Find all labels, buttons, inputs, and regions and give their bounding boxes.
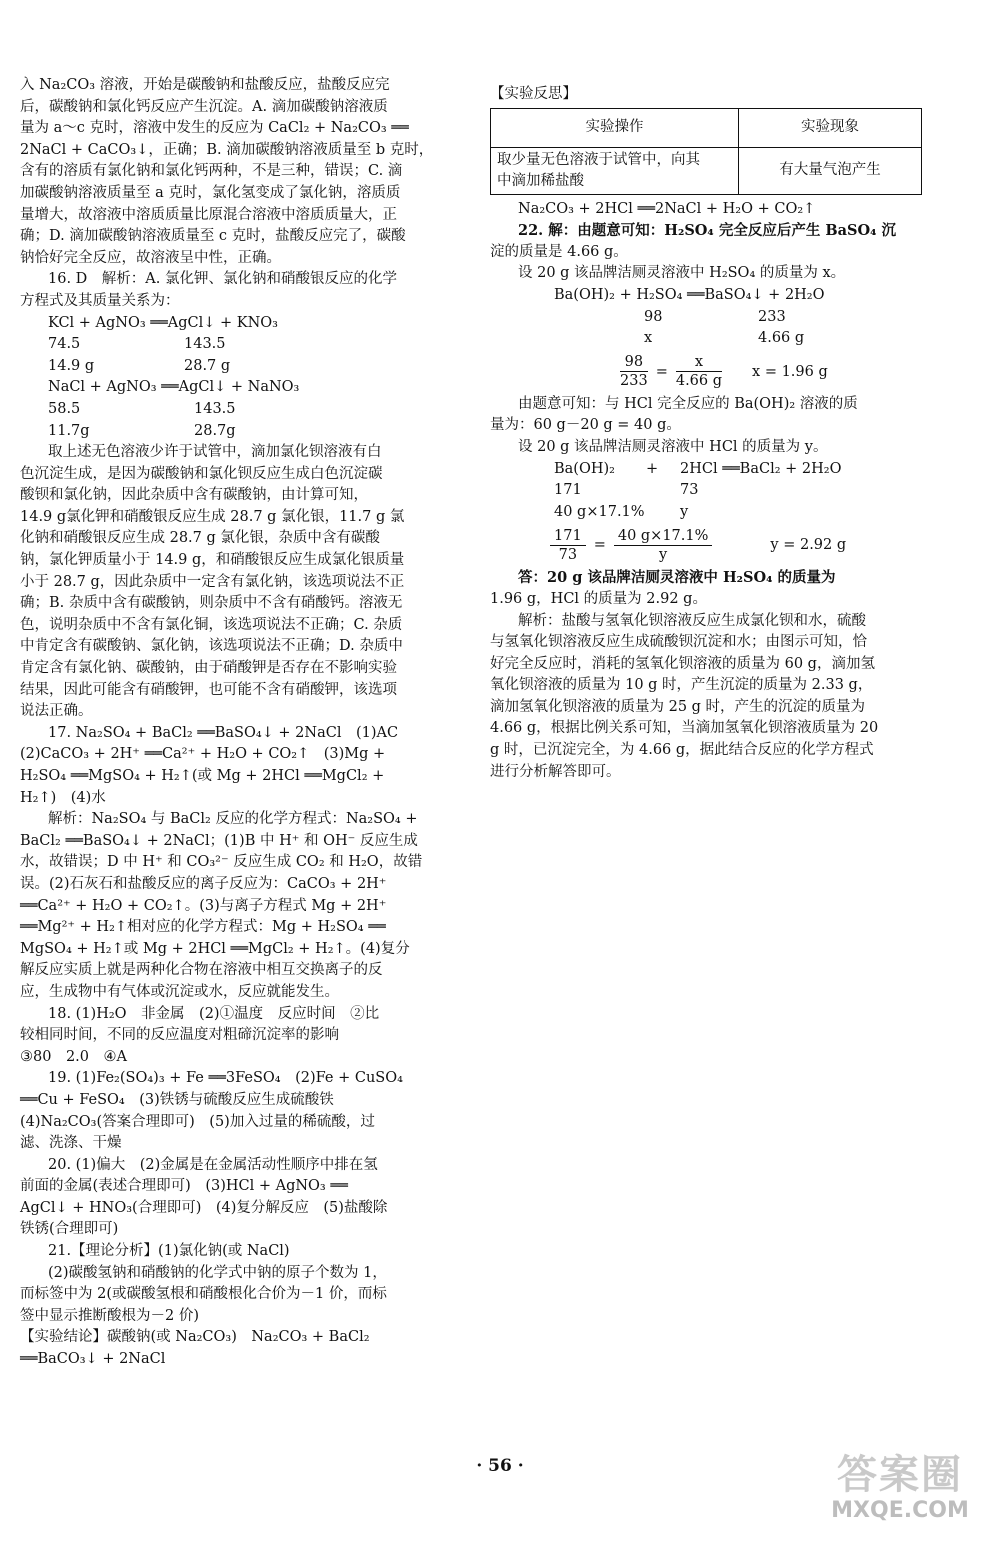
text-line: 说法正确。 (20, 703, 93, 720)
mass-row: 58.5 143.5 (48, 400, 236, 417)
q17-head: 17. Na₂SO₄ + BaCl₂ ══BaSO₄↓ + 2NaCl (1)AC (48, 724, 399, 741)
text-line: 1.96 g，HCl 的质量为 2.92 g。 (490, 590, 707, 607)
table-cell-operation: 取少量无色溶液于试管中，向其 中滴加稀盐酸 (491, 147, 739, 194)
equation: Ba(OH)₂ + H₂SO₄ ══BaSO₄↓ + 2H₂O (554, 286, 825, 303)
mass-row: 14.9 g 28.7 g (48, 357, 231, 374)
q22-head: 22. 解：由题意可知：H₂SO₄ 完全反应后产生 BaSO₄ 沉 (518, 222, 897, 240)
q15-continuation (20, 75, 458, 269)
mass-row: 74.5 143.5 (48, 336, 226, 353)
page-number: · 56 · (476, 1456, 524, 1476)
text-line: 【实验结论】碳酸钠(或 Na₂CO₃) Na₂CO₃ + BaCl₂ (20, 1329, 370, 1346)
text-line: 误。(2)石灰石和盐酸反应的离子反应为：CaCO₃ + 2H⁺ (20, 875, 387, 892)
experiment-table (490, 108, 922, 195)
equation: NaCl + AgNO₃ ══AgCl↓ + NaNO₃ (48, 379, 300, 396)
text-line: 酸钡和氯化钠，因此杂质中含有碳酸钠，由计算可知， (20, 487, 368, 504)
text-line: 解反应实质上就是两种化合物在溶液中相互交换离子的反 (20, 962, 383, 979)
text-line: 方程式及其质量关系为： (20, 292, 180, 309)
text-line: ══Mg²⁺ + H₂↑相对应的化学方程式：Mg + H₂SO₄ ══ (20, 919, 386, 936)
text-line: 14.9 g氯化钾和硝酸银反应生成 28.7 g 氯化银，11.7 g 氯 (20, 508, 405, 525)
text-line: 设 20 g 该品牌洁厕灵溶液中 H₂SO₄ 的质量为 x。 (518, 265, 846, 282)
text-line: 淀的质量是 4.66 g。 (490, 243, 628, 260)
equation: KCl + AgNO₃ ══AgCl↓ + KNO₃ (48, 314, 278, 331)
fraction: $\frac{40 g\times 17.1\%}{y}$ (614, 527, 713, 564)
text-line: 解析：Na₂SO₄ 与 BaCl₂ 反应的化学方程式：Na₂SO₄ + (48, 811, 418, 828)
text-line: ══Ca²⁺ + H₂O + CO₂↑。(3)与离子方程式 Mg + 2H⁺ (20, 897, 387, 914)
text-line: (2)CaCO₃ + 2H⁺ ══Ca²⁺ + H₂O + CO₂↑ (3)Mg + (20, 746, 386, 763)
text-line: (2)碳酸氢钠和硝酸钠的化学式中钠的原子个数为 1， (48, 1264, 387, 1281)
fraction: $\frac{x}{4.66 g}$ (675, 354, 723, 390)
q19-head: 19. (1)Fe₂(SO₄)₃ + Fe ══3FeSO₄ (2)Fe + CuSO₄ (48, 1070, 403, 1087)
text-line: 钠恰好完全反应，故溶液呈中性，正确。 (20, 249, 281, 266)
text-line: 后，碳酸钠和氯化钙反应产生沉淀。A. 滴加碳酸钠溶液质 (20, 98, 388, 115)
text-line: BaCl₂ ══BaSO₄↓ + 2NaCl；(1)B 中 H⁺ 和 OH⁻ 反应生成 (20, 832, 418, 849)
q18-head: 18. (1)H₂O 非金属 (2)①温度 反应时间 ②比 (48, 1005, 380, 1022)
watermark-url: MXQE.COM (831, 1498, 969, 1523)
answer-line: 答：20 g 该品牌洁厕灵溶液中 H₂SO₄ 的质量为 (518, 569, 836, 587)
text-line: 中肯定含有碳酸钠、氯化钠，该选项说法不正确；D. 杂质中 (20, 638, 403, 655)
text-line: 入 Na₂CO₃ 溶液，开始是碳酸钠和盐酸反应，盐酸反应完 (20, 77, 390, 93)
text-line: ══Cu + FeSO₄ (3)铁锈与硫酸反应生成硫酸铁 (20, 1091, 334, 1108)
text-line: 设 20 g 该品牌洁厕灵溶液中 HCl 的质量为 y。 (518, 438, 828, 455)
text-line: 由题意可知：与 HCl 完全反应的 Ba(OH)₂ 溶液的质 (518, 395, 858, 412)
text-line: 量为 a～c 克时，溶液中发生的反应为 CaCl₂ + Na₂CO₃ ══ (20, 120, 409, 137)
mass-row: 98 233 (644, 308, 786, 325)
text-line: 加碳酸钠溶液质量至 a 克时，氯化氢变成了氯化钠，溶质质 (20, 184, 401, 201)
q17-block (20, 723, 458, 1004)
result: x = 1.96 g (752, 363, 828, 380)
text-line: 进行分析解答即可。 (490, 763, 621, 780)
equation: Ba(OH)₂ + 2HCl ══BaCl₂ + 2H₂O (554, 460, 842, 477)
watermark-logo (820, 1452, 980, 1536)
text-line: 量增大，故溶液中溶质质量比原混合溶液中溶质质量大，正 (20, 206, 397, 223)
text-line: 色沉淀生成，是因为碳酸钠和氯化钡反应生成白色沉淀碳 (20, 465, 383, 482)
table-header: 实验操作 (491, 108, 739, 147)
text-line: 色，说明杂质中不含有氯化铜，该选项说法不正确；C. 杂质 (20, 616, 403, 633)
text-line: 好完全反应时，消耗的氢氧化钡溶液的质量为 60 g，滴加氢 (490, 655, 875, 672)
text-line: g 时，已沉淀完全，为 4.66 g，据此结合反应的化学方程式 (490, 742, 874, 759)
text-line: H₂SO₄ ══MgSO₄ + H₂↑(或 Mg + 2HCl ══MgCl₂ + (20, 768, 385, 784)
text-line: 铁锈(合理即可) (20, 1221, 119, 1238)
text-line: 小于 28.7 g，因此杂质中一定含有氯化钠，该选项说法不正 (20, 573, 405, 590)
text-line: 氧化钡溶液的质量为 10 g 时，产生沉淀的质量为 2.33 g， (490, 677, 873, 694)
q21-head: 21.【理论分析】(1)氯化钠(或 NaCl) (48, 1243, 290, 1260)
table-header-row (491, 108, 922, 147)
text-line: 确；B. 杂质中含有碳酸钠，则杂质中不含有硝酸钙。溶液无 (20, 595, 403, 612)
equation: Na₂CO₃ + 2HCl ══2NaCl + H₂O + CO₂↑ (518, 200, 816, 217)
q16-head: 16. D 解析：A. 氯化钾、氯化钠和硝酸银反应的化学 (48, 271, 397, 288)
text-line: 含有的溶质有氯化钠和氯化钙两种，不是三种，错误；C. 滴 (20, 163, 403, 180)
text-line: ══BaCO₃↓ + 2NaCl (20, 1351, 166, 1368)
text-line: 确；D. 滴加碳酸钠溶液质量至 c 克时，盐酸反应完了，碳酸 (20, 228, 406, 245)
text-line: 4.66 g，根据比例关系可知，当滴加氢氧化钡溶液质量为 20 (490, 720, 879, 737)
watermark-text: 答案圈 (837, 1452, 963, 1498)
text-line: H₂↑) (4)水 (20, 789, 106, 806)
left-column (20, 75, 458, 1371)
text-line: 量为：60 g－20 g = 40 g。 (490, 417, 681, 434)
analysis-head: 解析：盐酸与氢氧化钡溶液反应生成氯化钡和水，硫酸 (518, 612, 866, 629)
mass-row: x 4.66 g (644, 330, 805, 347)
text-line: 2NaCl + CaCO₃↓，正确；B. 滴加碳酸钠溶液质量至 b 克时， (20, 141, 434, 158)
mass-row: 11.7g 28.7g (48, 422, 236, 439)
text-line: AgCl↓ + HNO₃(合理即可) (4)复分解反应 (5)盐酸除 (20, 1199, 388, 1216)
right-column (490, 84, 930, 783)
text-line: 较相同时间，不同的反应温度对粗碲沉淀率的影响 (20, 1027, 339, 1044)
q20-block (20, 1155, 458, 1241)
text-line: MgSO₄ + H₂↑或 Mg + 2HCl ══MgCl₂ + H₂↑。(4)复分 (20, 940, 410, 957)
text-line: 而标签中为 2(或碳酸氢根和硝酸根化合价为－1 价，而标 (20, 1286, 387, 1303)
proportion-row: $\frac{98}{233}$ = $\frac{x}{4.66 g}$ x = 1.96 g (620, 354, 828, 390)
text-line: 水，故错误；D 中 H⁺ 和 CO₃²⁻ 反应生成 CO₂ 和 H₂O，故错 (20, 854, 423, 871)
q16-block (20, 269, 458, 722)
q19-block (20, 1068, 458, 1154)
table-row (491, 147, 922, 194)
text-line: 与氢氧化钡溶液反应生成硫酸钡沉淀和水；由图示可知，恰 (490, 634, 867, 651)
result: y = 2.92 g (770, 537, 847, 554)
text-line: 肯定含有氯化钠、碳酸钠，由于硝酸钾是否存在不影响实验 (20, 660, 397, 677)
text-line: (4)Na₂CO₃(答案合理即可) (5)加入过量的稀硫酸，过 (20, 1113, 375, 1130)
fraction: $\frac{171}{73}$ (550, 527, 586, 564)
q21-block (20, 1241, 458, 1371)
text-line: 滤、洗涤、干燥 (20, 1135, 122, 1152)
text-line: 取上述无色溶液少许于试管中，滴加氯化钡溶液有白 (48, 444, 382, 461)
reflect-title: 【实验反思】 (490, 86, 577, 102)
mass-row: 171 73 (554, 482, 699, 499)
q18-block (20, 1004, 458, 1069)
table-cell-phenomenon: 有大量气泡产生 (739, 147, 922, 194)
text-line: 化钠和硝酸银反应生成 28.7 g 氯化银，杂质中含有碳酸 (20, 530, 380, 547)
text-line: 滴加氢氧化钡溶液的质量为 25 g 时，产生的沉淀的质量为 (490, 698, 866, 715)
text-line: 结果，因此可能含有硝酸钾，也可能不含有硝酸钾，该选项 (20, 681, 397, 698)
text-line: 签中显示推断酸根为－2 价) (20, 1307, 199, 1324)
fraction: $\frac{98}{233}$ (620, 354, 648, 390)
text-line: ③80 2.0 ④A (20, 1048, 127, 1065)
text-line: 钠，氯化钾质量小于 14.9 g，和硝酸银反应生成氯化银质量 (20, 552, 405, 569)
proportion-row: $\frac{171}{73}$ = $\frac{40 g\times 17.1\%}{y}$ y = 2.92 g (490, 523, 930, 567)
q20-head: 20. (1)偏大 (2)金属是在金属活动性顺序中排在氢 (48, 1156, 378, 1173)
text-line: 应，生成物中有气体或沉淀或水，反应就能发生。 (20, 983, 339, 1000)
table-header: 实验现象 (739, 108, 922, 147)
text-line: 前面的金属(表述合理即可) (3)HCl + AgNO₃ ══ (20, 1178, 348, 1195)
mass-row: 40 g×17.1% y (554, 503, 689, 520)
